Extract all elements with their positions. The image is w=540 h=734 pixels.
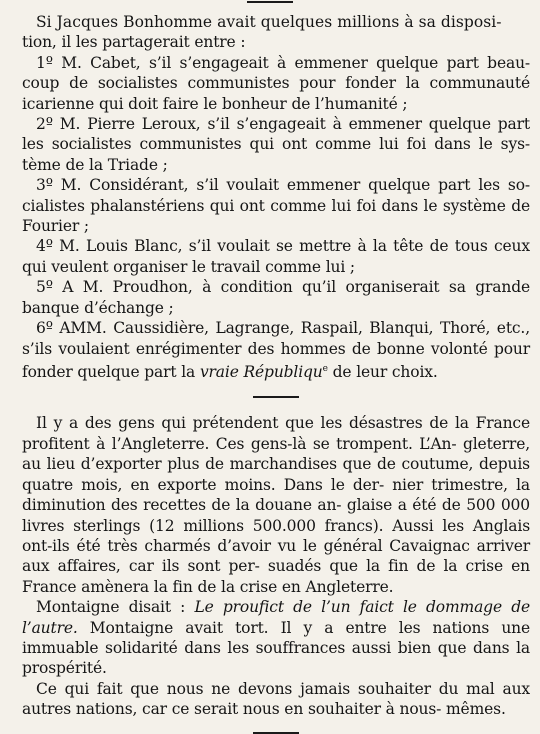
list-item-leroux: 2º M. Pierre Leroux, s’il s’engageait à emmener quelque part les socialistes communistes qui ont comme lui foi dans le sys- tème de la Triade ; bbox=[22, 115, 530, 174]
superscript-e: e bbox=[322, 363, 328, 374]
paragraph-montaigne: Montaigne disait : Le proufict de l’un faict le dommage de l’autre. Montaigne avait tort. Il y a entre les nations une immuable solidarité dans les souffrances aussi bien que dans la prospérité. bbox=[22, 598, 531, 678]
vraie-republique-italic: vraie Républiqu bbox=[199, 363, 323, 382]
list-item-considerant: 3º M. Considérant, s’il voulait emmener quelque part les so- cialistes phalanstériens qui ont comme lui foi dans le système de Fourier ; bbox=[22, 176, 530, 236]
list-item-louis-blanc: 4º M. Louis Blanc, s’il voulait se mettre à la tête de tous ceux qui veulent organiser le travail comme lui ; bbox=[22, 237, 530, 276]
intro-line-2: tion, il les partagerait entre : bbox=[22, 33, 246, 52]
paragraph-desastres: Il y a des gens qui prétendent que les désastres de la France profitent à l’Angleterre. Ces gens-là se trompent. L’An- gleterre, au lieu d’exporter plus de marchandises que de coutume, depuis quatre mois, en exporte moins. Dans le der- nier trimestre, la diminution des recettes de la douane an- glaise a été de 500 000 livres sterlings (12 millions 500.000 francs). Aussi les Anglais ont-ils été très charmés d’avoir vu le général Cavaignac arriver aux affaires, car ils sont per- suadés que la fin de la crise en France amènera la fin de la crise en Angleterre. bbox=[22, 414, 530, 596]
list-item-caussidiere: 6º AMM. Caussidière, Lagrange, Raspail, Blanqui, Thoré, etc., s’ils voulaient enrégimenter des hommes de bonne volonté pour fonder quelque part la vraie Républiqu$^e$ de leur choix. bbox=[22, 319, 530, 382]
list-item-cabet: 1º M. Cabet, s’il s’engageait à emmener quelque part beau- coup de socialistes communistes pour fonder la communauté icarienne qui doit faire le bonheur de l’humanité ; bbox=[22, 53, 530, 113]
article-angleterre bbox=[22, 413, 530, 719]
article-jacques-bonhomme bbox=[22, 0, 530, 382]
paragraph-conclusion: Ce qui fait que nous ne devons jamais souhaiter du mal aux autres nations, car ce serait nous en souhaiter à nous- mêmes. bbox=[22, 679, 530, 719]
bottom-separator-rule bbox=[253, 732, 299, 734]
list-item-proudhon: 5º A M. Proudhon, à condition qu’il organiserait sa grande banque d’échange ; bbox=[22, 278, 530, 317]
intro-line: Si Jacques Bonhomme avait quelques millions à sa disposi- bbox=[36, 13, 502, 31]
montaigne-quote-italic: Le proufict de l’un faict le dommage de l’autre. bbox=[22, 598, 530, 637]
top-separator-rule bbox=[247, 1, 293, 3]
middle-separator-rule bbox=[253, 396, 299, 398]
